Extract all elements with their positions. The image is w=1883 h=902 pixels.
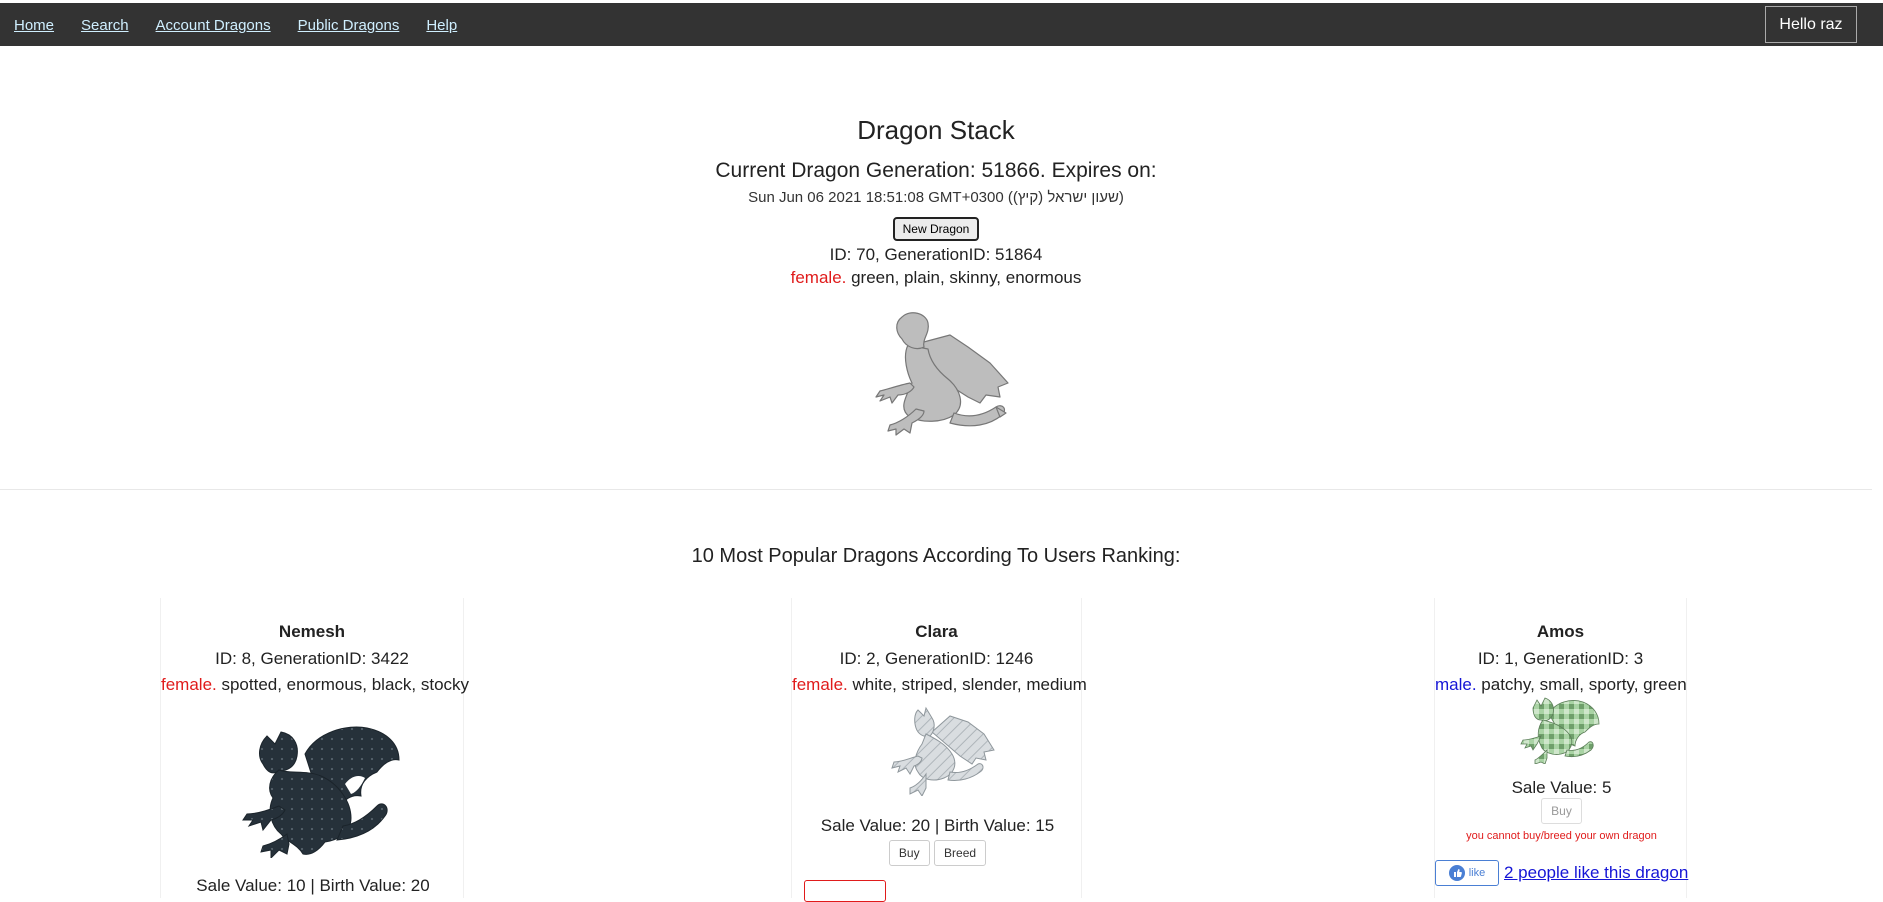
buy-button[interactable]: Buy [1541, 798, 1582, 824]
card-actions [792, 840, 1083, 866]
sale-info: Sale Value: 5 [1511, 778, 1612, 797]
new-dragon-wrap [0, 217, 1872, 241]
dragon-card-nemesh [160, 598, 470, 898]
dragon-trait-list: patchy, small, sporty, green [1476, 675, 1687, 694]
buy-button[interactable]: Buy [889, 840, 930, 866]
dragon-image [227, 714, 407, 858]
dragon-gender: female. [792, 675, 848, 694]
dragon-trait-list: green, plain, skinny, enormous [846, 268, 1082, 287]
like-row [1435, 860, 1695, 886]
generation-info: Current Dragon Generation: 51866. Expires on: [715, 159, 1157, 182]
dragon-traits [161, 675, 470, 695]
page-title: Dragon Stack [857, 115, 1015, 145]
dragon-trait-list: white, striped, slender, medium [847, 675, 1087, 694]
dragon-name: Nemesh [278, 622, 346, 641]
dragon-image [888, 704, 998, 796]
dragon-traits [0, 268, 1872, 288]
like-button[interactable] [1435, 860, 1499, 886]
expiration-date: Sun Jun 06 2021 18:51:08 GMT+0300 (שעון ישראל (קיץ)) [748, 189, 1124, 206]
user-greeting[interactable]: Hello raz [1765, 6, 1857, 43]
breed-button[interactable]: Breed [934, 840, 986, 866]
thumbs-up-icon [1449, 865, 1465, 881]
dragon-traits [1435, 675, 1686, 695]
nav-link-public-dragons[interactable]: Public Dragons [297, 17, 400, 34]
dragon-name: Amos [1536, 622, 1585, 641]
nav-links [14, 17, 484, 34]
sale-info: Sale Value: 10 | Birth Value: 20 [196, 876, 430, 895]
dragon-id-line: ID: 70, GenerationID: 51864 [829, 245, 1043, 264]
sale-info: Sale Value: 20 | Birth Value: 15 [820, 816, 1055, 835]
dragon-card-clara [791, 598, 1087, 898]
like-label: like [1468, 867, 1486, 879]
card-actions [1435, 798, 1688, 842]
popular-title: 10 Most Popular Dragons According To Users Ranking: [691, 545, 1181, 567]
nav-link-help[interactable]: Help [426, 17, 458, 34]
dragon-image [850, 305, 1030, 445]
nav-link-search[interactable]: Search [81, 17, 129, 34]
new-dragon-button[interactable]: New Dragon [893, 217, 980, 241]
dragon-id-line: ID: 1, GenerationID: 3 [1477, 649, 1644, 668]
nav-link-home[interactable]: Home [14, 17, 55, 34]
dragon-traits [792, 675, 1087, 695]
likes-count-link[interactable]: 2 people like this dragon [1504, 863, 1689, 882]
dragon-gender: female. [161, 675, 217, 694]
own-dragon-warning: you cannot buy/breed your own dragon [1466, 830, 1657, 842]
dragon-image [1519, 694, 1603, 764]
dragon-card-amos [1434, 598, 1687, 898]
dragon-id-line: ID: 8, GenerationID: 3422 [215, 649, 409, 668]
dragon-gender: male. [1435, 675, 1477, 694]
dragon-name: Clara [915, 622, 958, 641]
section-divider [0, 489, 1872, 490]
dragon-id-line: ID: 2, GenerationID: 1246 [839, 649, 1034, 668]
dragon-trait-list: spotted, enormous, black, stocky [216, 675, 470, 694]
dragon-gender: female. [790, 268, 847, 287]
red-button[interactable] [804, 880, 886, 902]
nav-link-account-dragons[interactable]: Account Dragons [155, 17, 271, 34]
navbar [0, 3, 1883, 46]
